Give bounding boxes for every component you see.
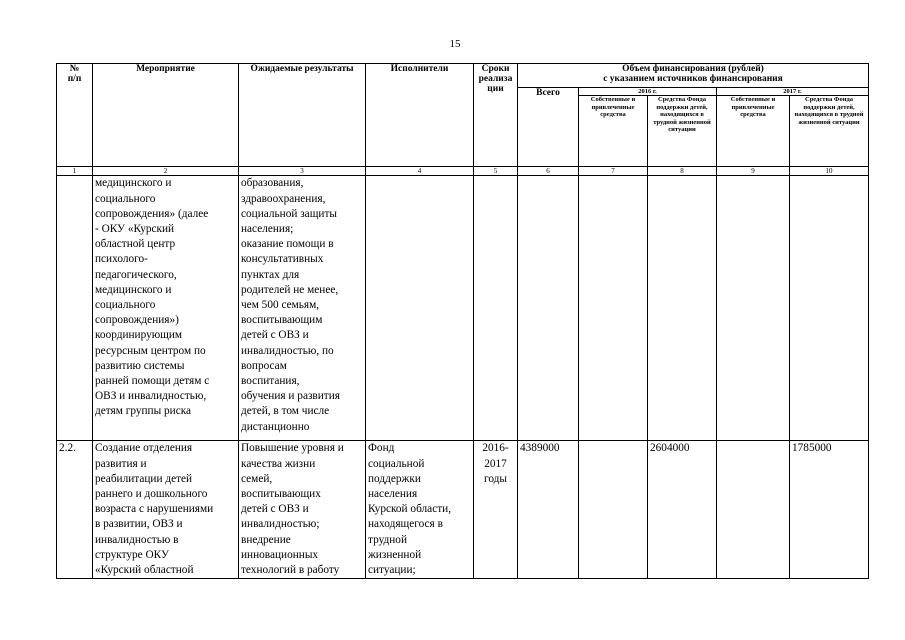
terms-cell: 2016- 2017 годы	[474, 441, 518, 579]
column-number: 8	[648, 167, 717, 176]
column-number: 1	[57, 167, 93, 176]
terms-cell	[474, 176, 518, 441]
measure-cell: Создание отделения развития и реабилитации детей раннего и дошкольного возраста с нарушениями в развитии, ОВЗ и инвалидностью в структуре ОКУ «Курский областной	[93, 441, 239, 579]
fund-2017-cell: 1785000	[790, 441, 869, 579]
fund-2016-cell: 2604000	[648, 441, 717, 579]
header-financing: Объем финансирования (рублей) с указанием источников финансирования	[518, 64, 869, 88]
table-row	[57, 176, 869, 441]
header-fund-2017: Средства Фонда поддержки детей, находящихся в трудной жизненной ситуации	[790, 96, 869, 167]
fund-2016-cell	[648, 176, 717, 441]
table-row	[57, 441, 869, 579]
own-2017-cell	[717, 441, 790, 579]
header-total: Всего	[518, 88, 579, 167]
column-number: 10	[790, 167, 869, 176]
own-2016-cell	[579, 176, 648, 441]
fund-2017-cell	[790, 176, 869, 441]
financing-table	[56, 63, 869, 579]
header-terms: Сроки реализа ции	[474, 64, 518, 167]
column-number: 2	[93, 167, 239, 176]
column-number: 7	[579, 167, 648, 176]
header-own-funds-2016: Собственные и привлеченные средства	[579, 96, 648, 167]
row-number: 2.2.	[57, 441, 93, 579]
total-cell	[518, 176, 579, 441]
column-number: 5	[474, 167, 518, 176]
total-cell: 4389000	[518, 441, 579, 579]
row-number	[57, 176, 93, 441]
results-cell: Повышение уровня и качества жизни семей, воспитывающих детей с ОВЗ и инвалидностью; внедрение инновационных технологий в работу	[239, 441, 366, 579]
header-results: Ожидаемые результаты	[239, 64, 366, 167]
measure-cell: медицинского и социального сопровождения» (далее - ОКУ «Курский областной центр психолого- педагогического, медицинского и социального сопровождения») координирующим ресурсным центром по развитию системы ранней помощи детям с ОВЗ и инвалидностью, детям группы риска	[93, 176, 239, 441]
column-number: 9	[717, 167, 790, 176]
header-own-funds-2017: Собственные и привлеченные средства	[717, 96, 790, 167]
own-2016-cell	[579, 441, 648, 579]
column-number: 6	[518, 167, 579, 176]
executors-cell: Фонд социальной поддержки населения Курской области, находящегося в трудной жизненной ситуации;	[366, 441, 474, 579]
column-number: 4	[366, 167, 474, 176]
page-number: 15	[449, 38, 461, 50]
header-fund-2016: Средства Фонда поддержки детей, находящихся в трудной жизненной ситуации	[648, 96, 717, 167]
results-cell: образования, здравоохранения, социальной защиты населения; оказание помощи в консультативных пунктах для родителей не менее, чем 500 семьям, воспитывающим детей с ОВЗ и инвалидностью, по вопросам воспитания, обучения и развития детей, в том числе дистанционно	[239, 176, 366, 441]
column-number: 3	[239, 167, 366, 176]
header-measure: Мероприятие	[93, 64, 239, 167]
header-executors: Исполнители	[366, 64, 474, 167]
own-2017-cell	[717, 176, 790, 441]
header-year-2017: 2017 г.	[717, 88, 869, 96]
header-number: № п/п	[57, 64, 93, 167]
header-year-2016: 2016 г.	[579, 88, 717, 96]
executors-cell	[366, 176, 474, 441]
